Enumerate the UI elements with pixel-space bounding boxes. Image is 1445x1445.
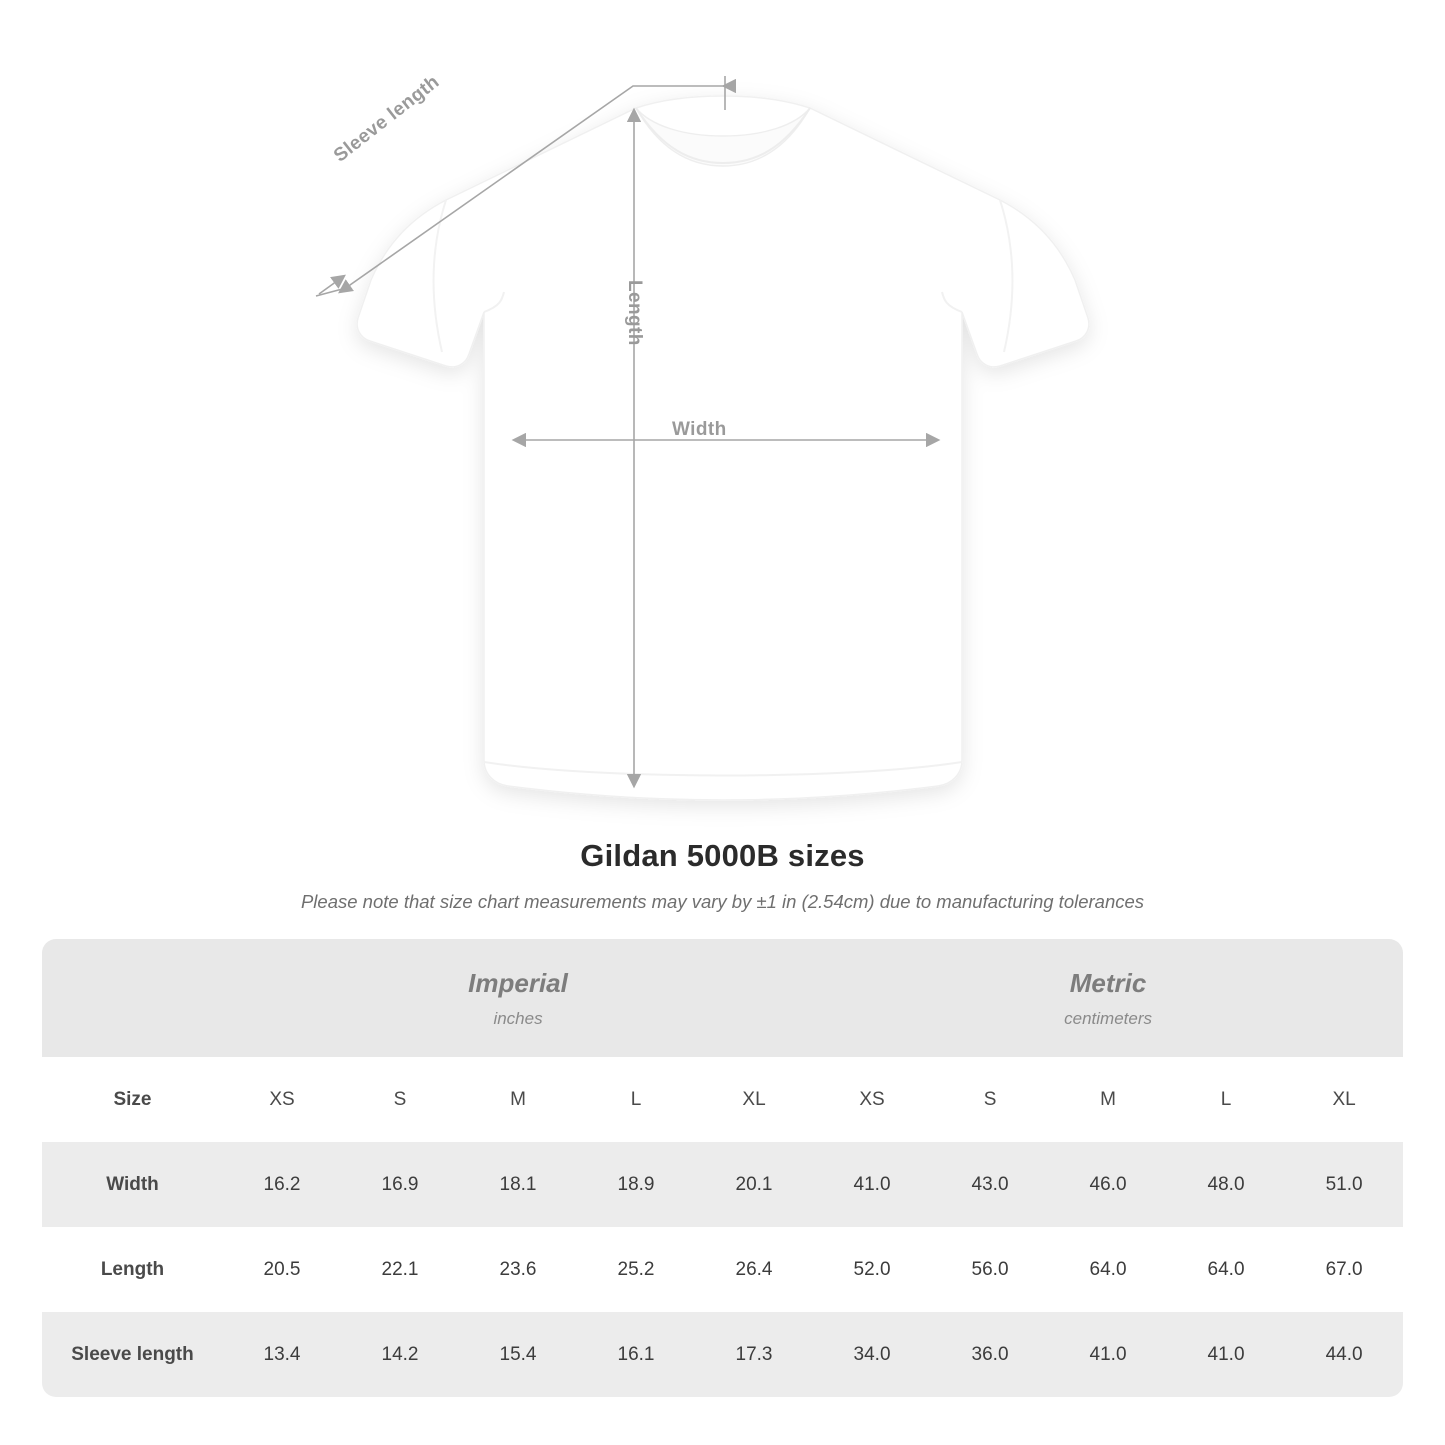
table-row <box>42 1142 1403 1227</box>
cell-width-m-in: 18.1 <box>459 1142 577 1227</box>
cell-sleeve-xs-cm: 34.0 <box>813 1312 931 1397</box>
cell-sleeve-m-cm: 41.0 <box>1049 1312 1167 1397</box>
header-col-m-imperial: M <box>459 1057 577 1142</box>
header-col-xs-metric: XS <box>813 1057 931 1142</box>
table-row <box>42 1312 1403 1397</box>
header-col-m-metric: M <box>1049 1057 1167 1142</box>
title-block <box>0 838 1445 913</box>
size-table-wrapper <box>42 939 1403 1397</box>
cell-width-m-cm: 46.0 <box>1049 1142 1167 1227</box>
table-row <box>42 1227 1403 1312</box>
cell-length-xs-cm: 52.0 <box>813 1227 931 1312</box>
unit-group-metric <box>813 939 1403 1057</box>
tshirt-shape <box>357 96 1089 800</box>
cell-sleeve-xl-cm: 44.0 <box>1285 1312 1403 1397</box>
cell-length-s-in: 22.1 <box>341 1227 459 1312</box>
header-size: Size <box>42 1057 223 1142</box>
header-col-xs-imperial: XS <box>223 1057 341 1142</box>
cell-width-xs-cm: 41.0 <box>813 1142 931 1227</box>
row-label-length: Length <box>42 1227 223 1312</box>
unit-group-metric-name: Metric <box>1069 967 1147 998</box>
cell-width-s-in: 16.9 <box>341 1142 459 1227</box>
cell-length-m-cm: 64.0 <box>1049 1227 1167 1312</box>
cell-length-xl-in: 26.4 <box>695 1227 813 1312</box>
size-table <box>42 939 1403 1397</box>
unit-group-imperial <box>223 939 813 1057</box>
row-label-width: Width <box>42 1142 223 1227</box>
cell-length-s-cm: 56.0 <box>931 1227 1049 1312</box>
cell-sleeve-s-cm: 36.0 <box>931 1312 1049 1397</box>
header-col-xl-metric: XL <box>1285 1057 1403 1142</box>
cell-length-xl-cm: 67.0 <box>1285 1227 1403 1312</box>
length-label: Length <box>624 280 645 346</box>
unit-header-row <box>42 939 1403 1057</box>
cell-sleeve-s-in: 14.2 <box>341 1312 459 1397</box>
cell-sleeve-l-cm: 41.0 <box>1167 1312 1285 1397</box>
cell-sleeve-m-in: 15.4 <box>459 1312 577 1397</box>
cell-length-m-in: 23.6 <box>459 1227 577 1312</box>
unit-group-imperial-sub: inches <box>493 1008 543 1028</box>
cell-width-l-cm: 48.0 <box>1167 1142 1285 1227</box>
cell-length-l-in: 25.2 <box>577 1227 695 1312</box>
cell-length-xs-in: 20.5 <box>223 1227 341 1312</box>
cell-width-s-cm: 43.0 <box>931 1142 1049 1227</box>
unit-corner-cell <box>42 939 223 1057</box>
cell-width-xs-in: 16.2 <box>223 1142 341 1227</box>
size-header-row <box>42 1057 1403 1142</box>
cell-sleeve-l-in: 16.1 <box>577 1312 695 1397</box>
cell-width-xl-in: 20.1 <box>695 1142 813 1227</box>
header-col-l-metric: L <box>1167 1057 1285 1142</box>
header-col-s-metric: S <box>931 1057 1049 1142</box>
cell-sleeve-xs-in: 13.4 <box>223 1312 341 1397</box>
header-col-l-imperial: L <box>577 1057 695 1142</box>
cell-width-xl-cm: 51.0 <box>1285 1142 1403 1227</box>
row-label-sleeve-length: Sleeve length <box>42 1312 223 1397</box>
width-label: Width <box>672 419 727 440</box>
unit-group-imperial-name: Imperial <box>468 967 568 998</box>
header-col-s-imperial: S <box>341 1057 459 1142</box>
page-title: Gildan 5000B sizes <box>580 838 865 873</box>
cell-width-l-in: 18.9 <box>577 1142 695 1227</box>
tolerance-note: Please note that size chart measurements may vary by ±1 in (2.54cm) due to manufacturing tolerances <box>300 891 1145 912</box>
cell-length-l-cm: 64.0 <box>1167 1227 1285 1312</box>
header-col-xl-imperial: XL <box>695 1057 813 1142</box>
sleeve-length-label: Sleeve length <box>330 71 444 167</box>
unit-group-metric-sub: centimeters <box>1064 1008 1152 1028</box>
cell-sleeve-xl-in: 17.3 <box>695 1312 813 1397</box>
